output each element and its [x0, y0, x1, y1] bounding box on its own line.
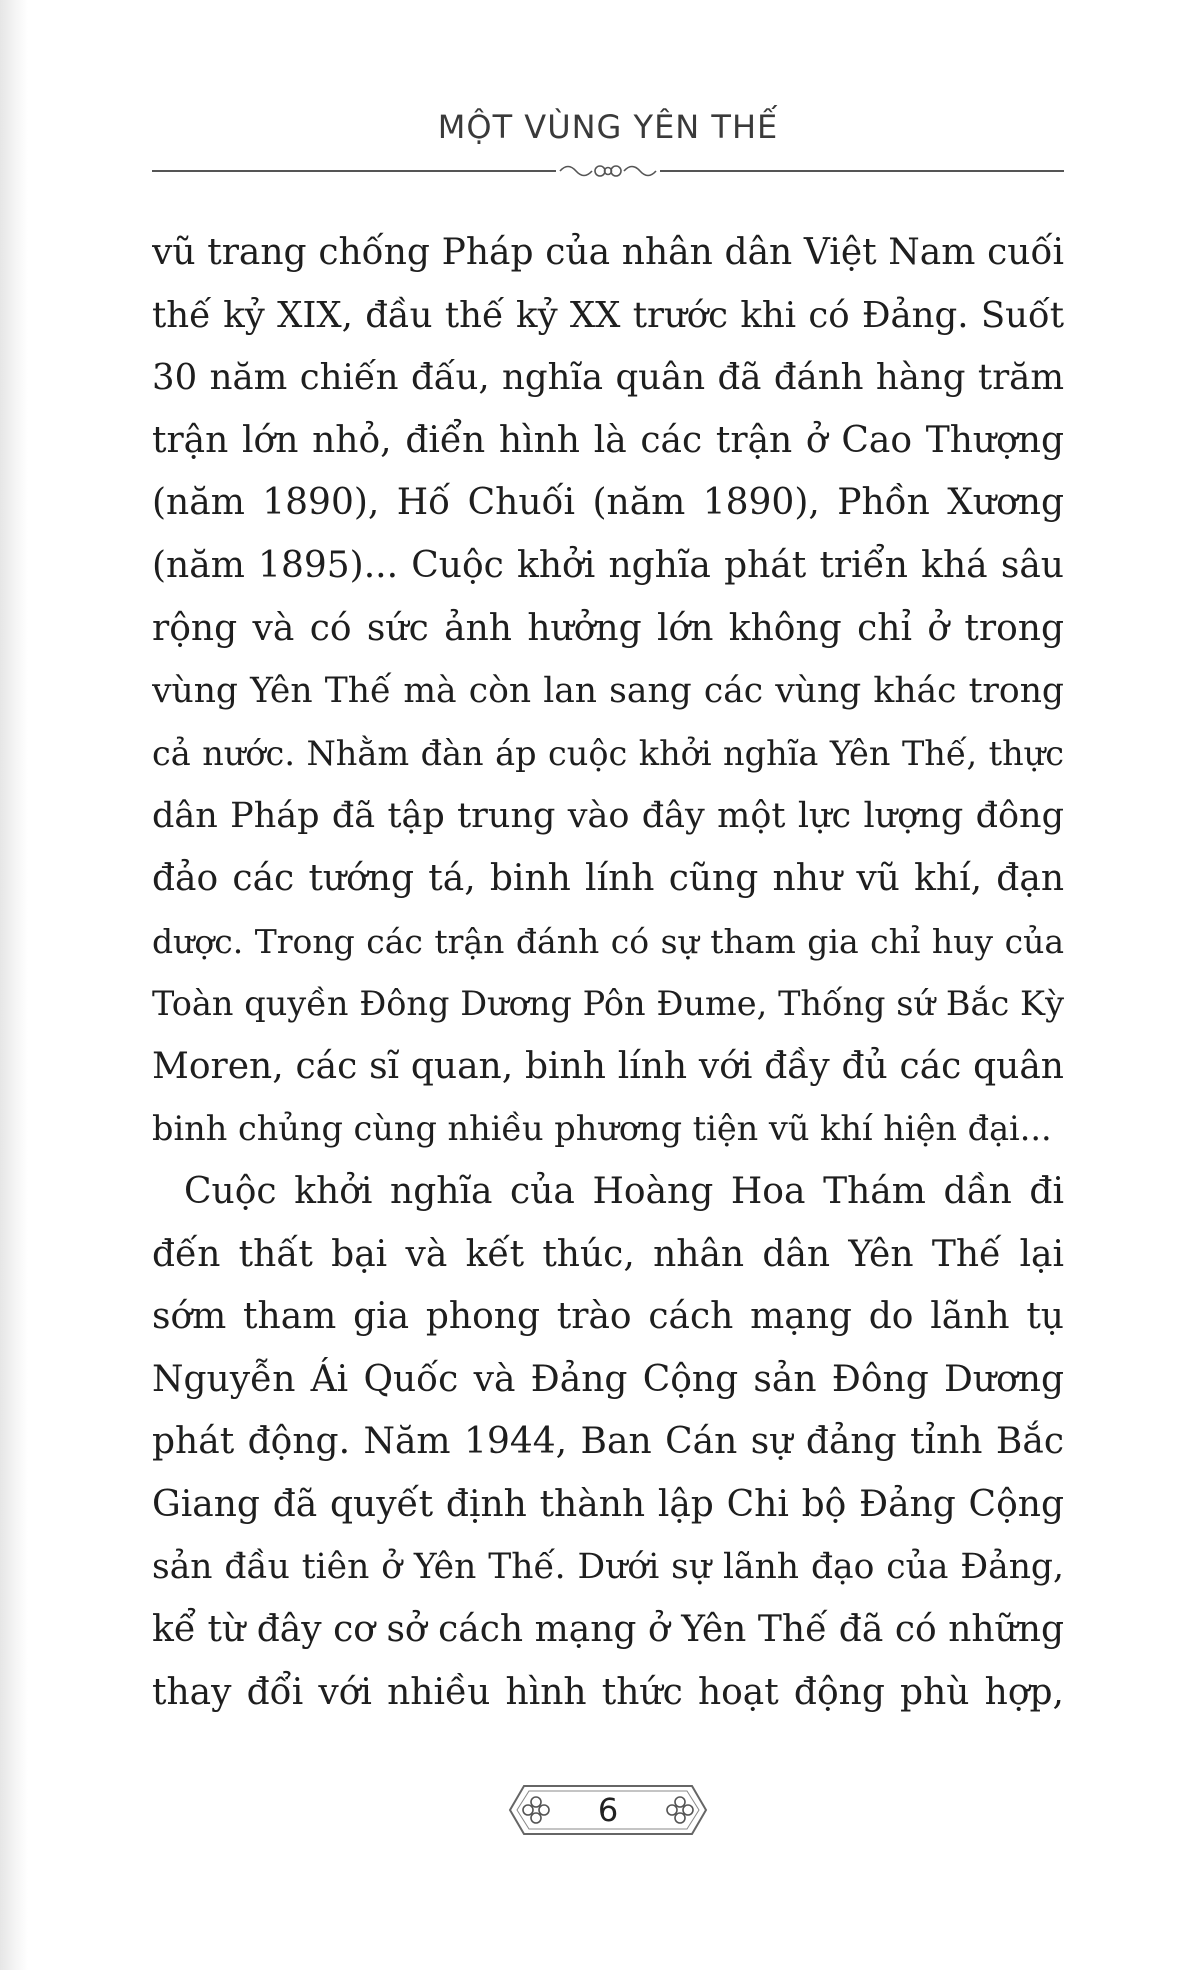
- text-line: (năm 1895)... Cuộc khởi nghĩa phát triển khá sâu: [152, 544, 1064, 586]
- text-line: Giang đã quyết định thành lập Chi bộ Đảng Cộng: [152, 1483, 1064, 1525]
- text-line: binh chủng cùng nhiều phương tiện vũ khí hiện đại...: [152, 1109, 1052, 1149]
- running-header-title: MỘT VÙNG YÊN THẾ: [437, 108, 779, 146]
- text-line: rộng và có sức ảnh hưởng lớn không chỉ ở trong: [152, 607, 1064, 649]
- text-line: dân Pháp đã tập trung vào đây một lực lượng đông: [152, 796, 1064, 837]
- text-line: đến thất bại và kết thúc, nhân dân Yên Thế lại: [152, 1233, 1064, 1275]
- text-line: dược. Trong các trận đánh có sự tham gia chỉ huy của: [152, 921, 1064, 961]
- page-number: 6: [597, 1791, 619, 1829]
- text-line: Nguyễn Ái Quốc và Đảng Cộng sản Đông Dương: [152, 1358, 1064, 1400]
- text-line: kể từ đây cơ sở cách mạng ở Yên Thế đã có những: [152, 1609, 1064, 1651]
- header-ornament-rule: [152, 158, 1064, 184]
- text-line: thế kỷ XIX, đầu thế kỷ XX trước khi có Đảng. Suốt: [152, 294, 1064, 336]
- text-line: vũ trang chống Pháp của nhân dân Việt Nam cuối: [152, 232, 1064, 273]
- page-number-badge: [506, 1782, 710, 1838]
- text-line: Moren, các sĩ quan, binh lính với đầy đủ các quân: [152, 1045, 1064, 1087]
- text-line: 30 năm chiến đấu, nghĩa quân đã đánh hàng trăm: [152, 357, 1064, 399]
- text-line: sản đầu tiên ở Yên Thế. Dưới sự lãnh đạo của Đảng,: [152, 1547, 1064, 1588]
- text-line: thay đổi với nhiều hình thức hoạt động phù hợp,: [152, 1671, 1064, 1713]
- text-line: vùng Yên Thế mà còn lan sang các vùng khác trong: [152, 671, 1064, 712]
- text-line: đảo các tướng tá, binh lính cũng như vũ khí, đạn: [152, 857, 1064, 899]
- text-line: sớm tham gia phong trào cách mạng do lãnh tụ: [152, 1296, 1064, 1338]
- text-line: Toàn quyền Đông Dương Pôn Đume, Thống sứ Bắc Kỳ: [152, 984, 1064, 1024]
- text-line: cả nước. Nhằm đàn áp cuộc khởi nghĩa Yên Thế, thực: [152, 733, 1064, 773]
- text-line: (năm 1890), Hố Chuối (năm 1890), Phồn Xương: [152, 482, 1064, 524]
- page-edge-shadow: [0, 0, 28, 1970]
- body-text: [152, 222, 1064, 1724]
- text-line: phát động. Năm 1944, Ban Cán sự đảng tỉnh Bắc: [152, 1421, 1064, 1463]
- text-line: trận lớn nhỏ, điển hình là các trận ở Cao Thượng: [152, 419, 1064, 461]
- paragraph-2: [152, 1161, 1064, 1724]
- text-line: Cuộc khởi nghĩa của Hoàng Hoa Thám dần đi: [184, 1170, 1064, 1212]
- paragraph-1: [152, 222, 1064, 1161]
